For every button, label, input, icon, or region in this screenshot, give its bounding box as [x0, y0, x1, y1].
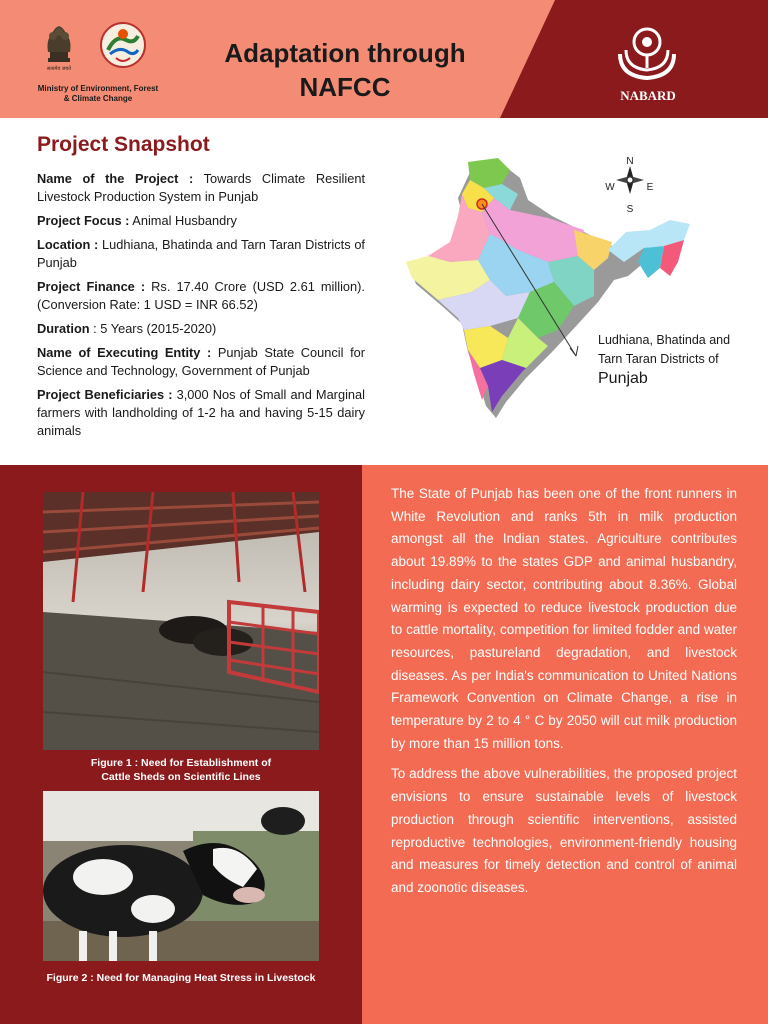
body-paragraph-1: The State of Punjab has been one of the front runners in White Revolution and ranks 5th in milk production amongst all the Indian states. Agriculture contributes about 19.89% to the states GDP and animal husbandry, including dairy sector, contributing about 8.36%. Global warming is expected to reduce livestock production due to cattle mortality, competition for limited fodder and water resources, pastureland degradation, and livestock diseases. As per India's communication to United Nations Framework Convention on Climate Change, a rise in temperature by 2 to 4 ° C by 2050 will cut milk production by more than 15 million tons.: [391, 486, 737, 751]
snapshot-value: 3,000 Nos of Small and Marginal farmers with landholding of 1-2 ha and having 5-15 dairy animals: [37, 387, 365, 438]
cow-heat-stress-photo: [43, 791, 319, 961]
body-paragraph-2: To address the above vulnerabilities, the proposed project envisions to ensure sustainable levels of livestock production through scientific interventions, assisted reproductive technologies, environment-friendly housing and measures for timely detection and control of animal and zoonotic diseases.: [391, 766, 737, 895]
snapshot-label: Name of the Project :: [37, 171, 194, 186]
snapshot-list: [37, 170, 365, 446]
figure-1-caption: [43, 756, 319, 784]
page-title: [190, 36, 500, 104]
snapshot-value: Towards Climate Resilient Livestock Production System in Punjab: [37, 171, 365, 204]
map-caption-line-1: Ludhiana, Bhatinda and: [598, 333, 731, 347]
title-line-2: NAFCC: [299, 72, 391, 102]
emblem-text: सत्यमेव जयते: [46, 66, 72, 72]
map-caption: [598, 331, 748, 388]
national-emblem-icon: [40, 22, 78, 74]
body-text: [391, 483, 737, 908]
india-map: [398, 150, 738, 450]
snapshot-label: Project Focus :: [37, 213, 130, 228]
compass-west: W: [605, 182, 615, 193]
snapshot-item-focus: [37, 212, 365, 230]
ministry-logo-icon: [98, 20, 148, 76]
header-banner: [0, 0, 768, 118]
figures-panel: [0, 465, 362, 1024]
snapshot-item-finance: [37, 278, 365, 314]
map-caption-state: Punjab: [598, 370, 648, 387]
figure-2-caption: Figure 2 : Need for Managing Heat Stress in Livestock: [46, 972, 316, 984]
ministry-line-2: & Climate Change: [63, 94, 133, 103]
nabard-label: NABARD: [620, 88, 676, 103]
compass-icon: [605, 156, 653, 215]
bottom-section: [0, 465, 768, 1024]
snapshot-item-project-name: [37, 170, 365, 206]
compass-east: E: [646, 182, 654, 193]
snapshot-item-executing-entity: [37, 344, 365, 380]
snapshot-label: Name of Executing Entity :: [37, 345, 212, 360]
figure-1-caption-line-1: Figure 1 : Need for Establishment of: [90, 757, 272, 769]
snapshot-label: Location :: [37, 237, 99, 252]
compass-south: S: [626, 204, 634, 215]
ministry-line-1: Ministry of Environment, Forest: [37, 84, 159, 93]
snapshot-value: : 5 Years (2015-2020): [89, 321, 217, 336]
title-line-1: Adaptation through: [224, 38, 466, 68]
figure-1-caption-line-2: Cattle Sheds on Scientific Lines: [101, 771, 261, 783]
snapshot-item-duration: [37, 320, 365, 338]
cattle-shed-photo: [43, 492, 319, 750]
ministry-name: [28, 84, 168, 104]
snapshot-heading: Project Snapshot: [37, 133, 210, 156]
snapshot-value: Rs. 17.40 Crore (USD 2.61 million). (Conversion Rate: 1 USD = INR 66.52): [37, 279, 365, 312]
snapshot-label: Duration: [37, 321, 90, 336]
snapshot-item-beneficiaries: [37, 386, 365, 440]
snapshot-value: Animal Husbandry: [129, 213, 237, 228]
snapshot-label: Project Beneficiaries :: [37, 387, 173, 402]
nabard-logo-icon: [612, 20, 682, 82]
snapshot-value: Punjab State Council for Science and Technology, Government of Punjab: [37, 345, 365, 378]
snapshot-label: Project Finance :: [37, 279, 146, 294]
snapshot-value: Ludhiana, Bhatinda and Tarn Taran Districts of Punjab: [37, 237, 365, 270]
snapshot-item-location: [37, 236, 365, 272]
compass-north: N: [626, 156, 634, 167]
map-caption-line-2: Tarn Taran Districts of: [598, 352, 719, 366]
